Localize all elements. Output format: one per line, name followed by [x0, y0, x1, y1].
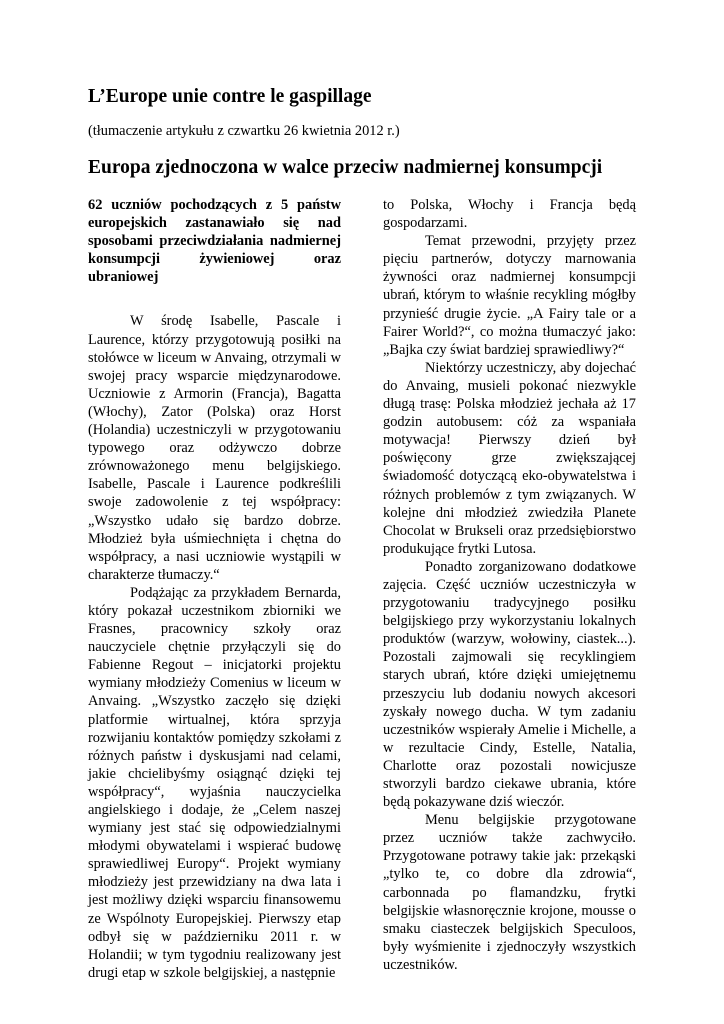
body-paragraph: Niektórzy uczestniczy, aby dojechać do Anvaing, musieli pokonać niezwykle długą trasę: Polska młodzież jechała aż 17 godzin autobusem: cóż za wspaniała motywacja! Pierwszy dzień był poświęcony grze zwiększającej świadomość dotyczącą eko-obywatelstwa i różnych problemów z tym związanych. W kolejne dni młodzież zwiedziła Planete Chocolat w Brukseli oraz przedsiębiorstwo produkujące frytki Lutosa.: [383, 359, 636, 557]
translation-note: (tłumaczenie artykułu z czwartku 26 kwietnia 2012 r.): [88, 123, 400, 139]
body-paragraph: Temat przewodni, przyjęty przez pięciu partnerów, dotyczy marnowania żywności oraz nadmiernej konsumpcji ubrań, którym to właśnie recykling mógłby przynieść drugie życie. „A Fairy tale or a Fairer World?“, co można tłumaczyć jako: „Bajka czy świat bardziej sprawiedliwy?“: [383, 233, 636, 358]
article-heading: Europa zjednoczona w walce przeciw nadmiernej konsumpcji: [88, 157, 603, 178]
left-column: [88, 196, 341, 982]
article-title: L’Europe unie contre le gaspillage: [88, 86, 372, 107]
right-column: [383, 196, 636, 974]
body-paragraph: Menu belgijskie przygotowane przez uczniów także zachwyciło. Przygotowane potrawy takie jak: przekąski „tylko te, co dobre dla zdrowia“, carbonnada po flamandzku, frytki belgijskie własnoręcznie krojone, mousse o smaku ciasteczek belgijskich Speculoos, były wyśmienite i zjednoczyły wszystkich uczestników.: [383, 812, 636, 973]
body-paragraph: W środę Isabelle, Pascale i Laurence, którzy przygotowują posiłki na stołówce w liceum w Anvaing, otrzymali w swojej pracy wsparcie międzynarodowe. Uczniowie z Armorin (Francja), Bagatta (Włochy), Zator (Polska) oraz Horst (Holandia) uczestniczyli w przygotowaniu typowego oraz odżywczo dobrze zrównoważonego menu belgijskiego. Isabelle, Pascale i Laurence podkreślili swoje zadowolenie z tej współpracy: „Wszystko udało się bardzo dobrze. Młodzież była uśmiechnięta i chętna do współpracy, a nasi uczniowie wystąpili w charakterze tłumaczy.“: [88, 313, 341, 583]
body-paragraph: Podążając za przykładem Bernarda, który pokazał uczestnikom zbiorniki we Frasnes, pracownicy szkoły oraz nauczyciele chętnie przyłączyli się do Fabienne Regout – inicjatorki projektu wymiany młodzieży Comenius w liceum w Anvaing. „Wszystko zaczęło się dzięki platformie wirtualnej, która sprzyja rozwijaniu kontaktów pomiędzy szkołami z różnych państw i dyskusjami nad celami, jakie chcielibyśmy osiągnąć dzięki tej współpracy“, wyjaśnia nauczycielka angielskiego i dodaje, że „Celem naszej wymiany jest stać się odpowiedzialnymi młodymi obywatelami i wspierać budowę sprawiedliwej Europy“. Projekt wymiany młodzieży jest przewidziany na dwa lata i jest możliwy dzięki wsparciu finansowemu ze Wspólnoty Europejskiej. Pierwszy etap odbył się w październiku 2011 r. w Holandii; w tym tygodniu realizowany jest drugi etap w szkole belgijskiej, a następnie: [88, 584, 341, 981]
body-paragraph: to Polska, Włochy i Francja będą gospodarzami.: [383, 197, 636, 232]
lead-paragraph: 62 uczniów pochodzących z 5 państw europejskich zastanawiało się nad sposobami przeciwdziałania nadmiernej konsumpcji żywieniowej oraz ubraniowej: [88, 197, 341, 286]
body-paragraph: Ponadto zorganizowano dodatkowe zajęcia. Część uczniów uczestniczyła w przygotowaniu tradycyjnego posiłku belgijskiego przy wykorzystaniu lokalnych produktów (warzyw, wołowiny, ciastek...). Pozostali zajmowali się recyklingiem starych ubrań, które dzięki umiejętnemu przeszyciu lub dodaniu nowych akcesori zyskały nowego ducha. W tym zadaniu uczestników wspierały Amelie i Michelle, a w rezultacie Cindy, Estelle, Natalia, Charlotte oraz pozostali nowicjusze stworzyli bardzo ciekawe ubrania, które będą pokazywane dziś wieczór.: [383, 558, 636, 811]
